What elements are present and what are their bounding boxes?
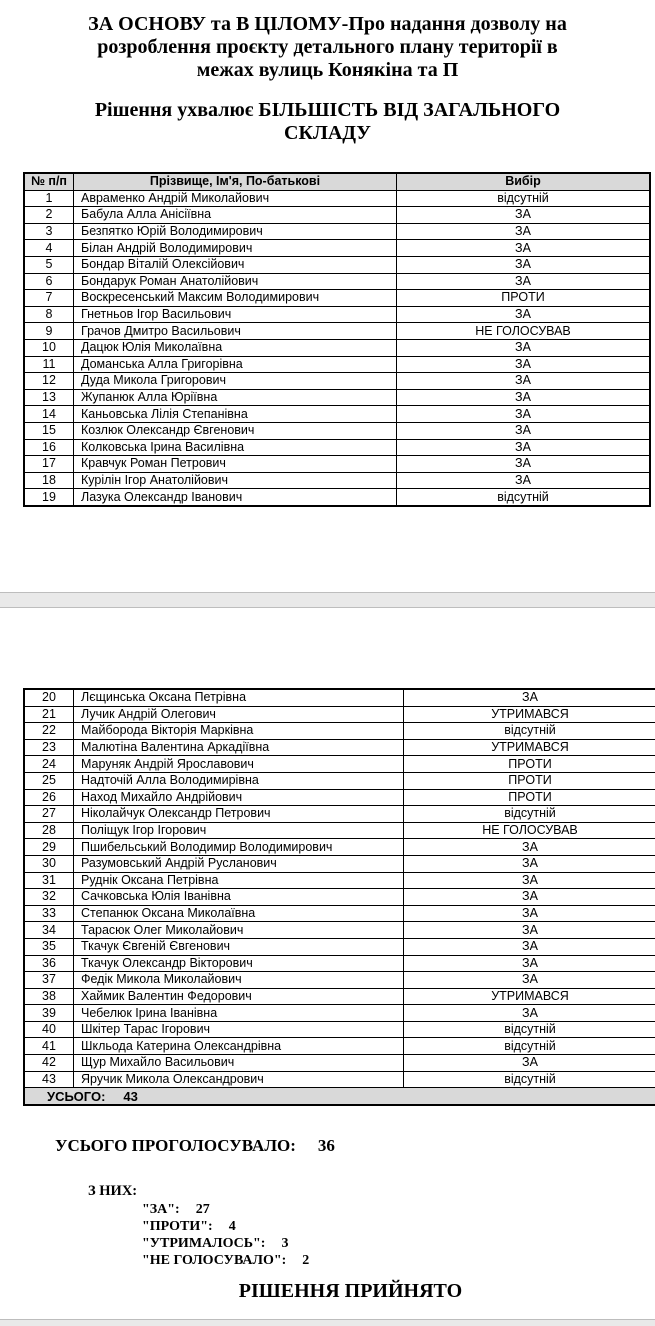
breakdown-value: 3 [281, 1236, 288, 1251]
breakdown-line [142, 1252, 309, 1269]
total-cell [24, 1088, 655, 1105]
vote-cell: ЗА [397, 256, 651, 273]
vote-cell: ЗА [404, 972, 655, 989]
table-row [24, 190, 650, 207]
deputy-name-cell: Шкльода Катерина Олександрівна [74, 1038, 404, 1055]
vote-table-page2 [23, 688, 655, 1106]
row-number-cell: 18 [24, 472, 74, 489]
row-number-cell: 42 [24, 1055, 74, 1072]
table-row [24, 689, 655, 706]
vote-cell: ЗА [397, 240, 651, 257]
deputy-name-cell: Маруняк Андрій Ярославович [74, 756, 404, 773]
row-number-cell: 35 [24, 938, 74, 955]
deputy-name-cell: Гнетньов Ігор Васильович [74, 306, 397, 323]
row-number-cell: 23 [24, 739, 74, 756]
breakdown-value: 4 [229, 1219, 236, 1234]
deputy-name-cell: Ткачук Олександр Вікторович [74, 955, 404, 972]
total-voted-value: 36 [318, 1136, 335, 1155]
page-title: ЗА ОСНОВУ та В ЦІЛОМУ-Про надання дозволу на розроблення проєкту детального плану території в межах вулиць Конякіна та П [88, 13, 568, 82]
table-row [24, 256, 650, 273]
deputy-name-cell: Лазука Олександр Іванович [74, 489, 397, 506]
deputy-name-cell: Федік Микола Миколайович [74, 972, 404, 989]
vote-cell: ЗА [397, 389, 651, 406]
table-row [24, 389, 650, 406]
table-row [24, 472, 650, 489]
table-row [24, 905, 655, 922]
vote-cell: ПРОТИ [404, 772, 655, 789]
table-row [24, 938, 655, 955]
breakdown-value: 2 [302, 1253, 309, 1268]
row-number-cell: 39 [24, 1005, 74, 1022]
vote-cell: УТРИМАВСЯ [404, 739, 655, 756]
row-number-cell: 6 [24, 273, 74, 290]
table-row [24, 972, 655, 989]
row-number-cell: 3 [24, 223, 74, 240]
table-row [24, 889, 655, 906]
row-number-cell: 40 [24, 1021, 74, 1038]
total-value: 43 [123, 1089, 137, 1104]
deputy-name-cell: Білан Андрій Володимирович [74, 240, 397, 257]
vote-cell: відсутній [397, 190, 651, 207]
table-row [24, 988, 655, 1005]
deputy-name-cell: Яручик Микола Олександрович [74, 1071, 404, 1088]
vote-table-page1 [23, 172, 651, 507]
table-row [24, 723, 655, 740]
row-number-cell: 16 [24, 439, 74, 456]
vote-cell: ЗА [404, 889, 655, 906]
table-row [24, 1038, 655, 1055]
row-number-cell: 24 [24, 756, 74, 773]
row-number-cell: 9 [24, 323, 74, 340]
deputy-name-cell: Щур Михайло Васильович [74, 1055, 404, 1072]
table-row [24, 223, 650, 240]
breakdown-line [142, 1218, 309, 1235]
deputy-name-cell: Жупанюк Алла Юріївна [74, 389, 397, 406]
vote-cell: ЗА [397, 422, 651, 439]
table-row [24, 339, 650, 356]
deputy-name-cell: Доманська Алла Григорівна [74, 356, 397, 373]
vote-cell: УТРИМАВСЯ [404, 988, 655, 1005]
vote-cell: ЗА [397, 472, 651, 489]
column-header-number: № п/п [24, 173, 74, 190]
total-voted-label: УСЬОГО ПРОГОЛОСУВАЛО: [55, 1136, 296, 1155]
deputy-name-cell: Малютіна Валентина Аркадіївна [74, 739, 404, 756]
row-number-cell: 7 [24, 290, 74, 307]
deputy-name-cell: Дуда Микола Григорович [74, 373, 397, 390]
deputy-name-cell: Курілін Ігор Анатолійович [74, 472, 397, 489]
vote-cell: ЗА [397, 373, 651, 390]
table-row [24, 1055, 655, 1072]
deputy-name-cell: Чебелюк Ірина Іванівна [74, 1005, 404, 1022]
deputy-name-cell: Наход Михайло Андрійович [74, 789, 404, 806]
vote-cell: УТРИМАВСЯ [404, 706, 655, 723]
table-row [24, 1021, 655, 1038]
column-header-vote: Вибір [397, 173, 651, 190]
deputy-name-cell: Бондар Віталій Олексійович [74, 256, 397, 273]
deputy-name-cell: Хаймик Валентин Федорович [74, 988, 404, 1005]
table-row [24, 373, 650, 390]
vote-cell: відсутній [404, 806, 655, 823]
deputy-name-cell: Пшибельський Володимир Володимирович [74, 839, 404, 856]
deputy-name-cell: Безпятко Юрій Володимирович [74, 223, 397, 240]
deputy-name-cell: Лєщинська Оксана Петрівна [74, 689, 404, 706]
vote-cell: ЗА [397, 273, 651, 290]
table-row [24, 789, 655, 806]
vote-cell: відсутній [404, 1021, 655, 1038]
deputy-name-cell: Авраменко Андрій Миколайович [74, 190, 397, 207]
page-subtitle: Рішення ухвалює БІЛЬШІСТЬ ВІД ЗАГАЛЬНОГО СКЛАДУ [88, 99, 568, 145]
row-number-cell: 29 [24, 839, 74, 856]
deputy-name-cell: Каньовська Лілія Степанівна [74, 406, 397, 423]
row-number-cell: 30 [24, 855, 74, 872]
breakdown-label: "УТРИМАЛОСЬ": [142, 1236, 265, 1251]
table-row [24, 756, 655, 773]
vote-cell: ЗА [404, 689, 655, 706]
breakdown-title: З НИХ: [88, 1183, 137, 1200]
vote-cell: відсутній [404, 1071, 655, 1088]
vote-cell: ЗА [404, 1055, 655, 1072]
row-number-cell: 13 [24, 389, 74, 406]
total-voted-line [55, 1136, 335, 1156]
table-row [24, 207, 650, 224]
vote-cell: ЗА [397, 356, 651, 373]
row-number-cell: 32 [24, 889, 74, 906]
row-number-cell: 33 [24, 905, 74, 922]
table-row [24, 240, 650, 257]
table-row [24, 922, 655, 939]
row-number-cell: 10 [24, 339, 74, 356]
vote-cell: ЗА [397, 339, 651, 356]
row-number-cell: 12 [24, 373, 74, 390]
deputy-name-cell: Шкітер Тарас Ігорович [74, 1021, 404, 1038]
vote-cell: ЗА [397, 207, 651, 224]
breakdown-label: "НЕ ГОЛОСУВАЛО": [142, 1253, 286, 1268]
row-number-cell: 34 [24, 922, 74, 939]
row-number-cell: 27 [24, 806, 74, 823]
table-row [24, 439, 650, 456]
table-row [24, 406, 650, 423]
deputy-name-cell: Козлюк Олександр Євгенович [74, 422, 397, 439]
table-row [24, 290, 650, 307]
decision-result: РІШЕННЯ ПРИЙНЯТО [23, 1280, 655, 1303]
deputy-name-cell: Кравчук Роман Петрович [74, 456, 397, 473]
table-row [24, 772, 655, 789]
deputy-name-cell: Бабула Алла Анісіївна [74, 207, 397, 224]
row-number-cell: 20 [24, 689, 74, 706]
vote-cell: НЕ ГОЛОСУВАВ [397, 323, 651, 340]
table-row [24, 955, 655, 972]
vote-cell: ЗА [404, 955, 655, 972]
deputy-name-cell: Степанюк Оксана Миколаївна [74, 905, 404, 922]
table-row [24, 306, 650, 323]
breakdown-line [142, 1235, 309, 1252]
deputy-name-cell: Дацюк Юлія Миколаївна [74, 339, 397, 356]
vote-cell: ЗА [404, 938, 655, 955]
deputy-name-cell: Разумовський Андрій Русланович [74, 855, 404, 872]
table-row [24, 1005, 655, 1022]
deputy-name-cell: Поліщук Ігор Ігорович [74, 822, 404, 839]
breakdown-list [142, 1201, 309, 1269]
breakdown-label: "ПРОТИ": [142, 1219, 213, 1234]
row-number-cell: 41 [24, 1038, 74, 1055]
vote-cell: ЗА [397, 306, 651, 323]
row-number-cell: 17 [24, 456, 74, 473]
row-number-cell: 37 [24, 972, 74, 989]
table-row [24, 739, 655, 756]
table-row [24, 706, 655, 723]
deputy-name-cell: Ткачук Євгеній Євгенович [74, 938, 404, 955]
vote-cell: ЗА [397, 456, 651, 473]
vote-cell: ПРОТИ [397, 290, 651, 307]
table-row [24, 806, 655, 823]
table-row [24, 323, 650, 340]
row-number-cell: 21 [24, 706, 74, 723]
total-label: УСЬОГО: [47, 1089, 105, 1104]
vote-cell: ПРОТИ [404, 789, 655, 806]
table-row [24, 872, 655, 889]
deputy-name-cell: Лучик Андрій Олегович [74, 706, 404, 723]
table-row [24, 822, 655, 839]
vote-cell: НЕ ГОЛОСУВАВ [404, 822, 655, 839]
page-break-separator [0, 592, 655, 608]
table-row [24, 855, 655, 872]
table-row [24, 1071, 655, 1088]
row-number-cell: 4 [24, 240, 74, 257]
table-header-row [24, 173, 650, 190]
vote-cell: ЗА [404, 1005, 655, 1022]
breakdown-value: 27 [196, 1202, 210, 1217]
row-number-cell: 31 [24, 872, 74, 889]
row-number-cell: 1 [24, 190, 74, 207]
vote-cell: відсутній [397, 489, 651, 506]
column-header-name: Прізвище, Ім'я, По-батькові [74, 173, 397, 190]
deputy-name-cell: Тарасюк Олег Миколайович [74, 922, 404, 939]
deputy-name-cell: Воскресенський Максим Володимирович [74, 290, 397, 307]
vote-cell: відсутній [404, 723, 655, 740]
deputy-name-cell: Надточій Алла Володимирівна [74, 772, 404, 789]
vote-cell: ПРОТИ [404, 756, 655, 773]
row-number-cell: 2 [24, 207, 74, 224]
deputy-name-cell: Сачковська Юлія Іванівна [74, 889, 404, 906]
row-number-cell: 11 [24, 356, 74, 373]
deputy-name-cell: Бондарук Роман Анатолійович [74, 273, 397, 290]
vote-cell: ЗА [404, 922, 655, 939]
row-number-cell: 25 [24, 772, 74, 789]
deputy-name-cell: Ніколайчук Олександр Петрович [74, 806, 404, 823]
vote-cell: відсутній [404, 1038, 655, 1055]
row-number-cell: 22 [24, 723, 74, 740]
table-row [24, 489, 650, 506]
row-number-cell: 19 [24, 489, 74, 506]
vote-cell: ЗА [404, 839, 655, 856]
row-number-cell: 26 [24, 789, 74, 806]
row-number-cell: 28 [24, 822, 74, 839]
vote-cell: ЗА [404, 872, 655, 889]
row-number-cell: 14 [24, 406, 74, 423]
vote-cell: ЗА [397, 223, 651, 240]
table-row [24, 456, 650, 473]
row-number-cell: 36 [24, 955, 74, 972]
row-number-cell: 38 [24, 988, 74, 1005]
vote-cell: ЗА [404, 905, 655, 922]
deputy-name-cell: Руднік Оксана Петрівна [74, 872, 404, 889]
row-number-cell: 15 [24, 422, 74, 439]
row-number-cell: 43 [24, 1071, 74, 1088]
vote-cell: ЗА [397, 406, 651, 423]
vote-cell: ЗА [404, 855, 655, 872]
deputy-name-cell: Грачов Дмитро Васильович [74, 323, 397, 340]
table-row [24, 422, 650, 439]
deputy-name-cell: Майборода Вікторія Марківна [74, 723, 404, 740]
table-row [24, 356, 650, 373]
row-number-cell: 8 [24, 306, 74, 323]
vote-cell: ЗА [397, 439, 651, 456]
deputy-name-cell: Колковська Ірина Василівна [74, 439, 397, 456]
breakdown-label: "ЗА": [142, 1202, 180, 1217]
row-number-cell: 5 [24, 256, 74, 273]
breakdown-line [142, 1201, 309, 1218]
table-total-row [24, 1088, 655, 1105]
table-row [24, 839, 655, 856]
table-row [24, 273, 650, 290]
